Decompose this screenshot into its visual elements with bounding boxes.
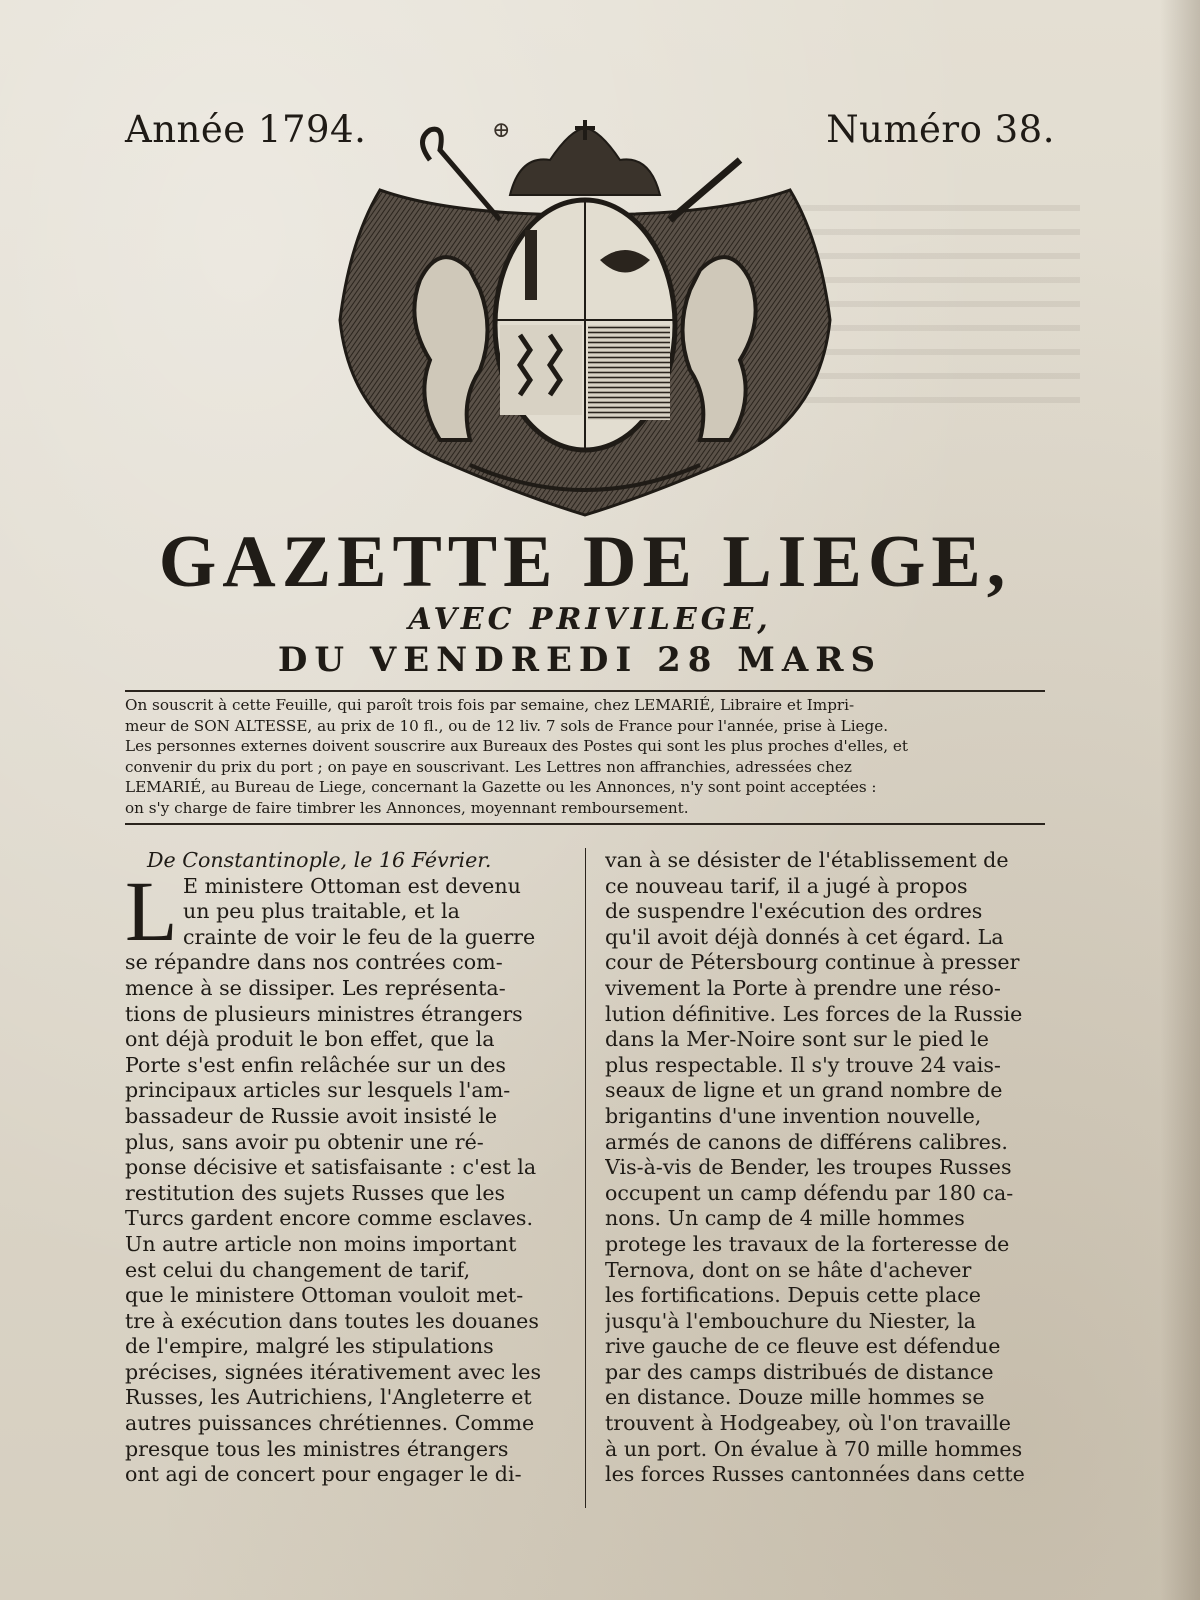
article-line: plus respectable. Il s'y trouve 24 vais-	[605, 1052, 1001, 1077]
ornament-icon: ⊕	[492, 118, 511, 143]
article-line: cour de Pétersbourg continue à presser	[605, 950, 1020, 975]
article-line: les forces Russes cantonnées dans cette	[605, 1462, 1025, 1487]
article-line: crainte de voir le feu de la guerre	[183, 924, 536, 949]
article-line: tre à exécution dans toutes les douanes	[125, 1308, 539, 1333]
issue-number: Numéro 38.	[826, 108, 1055, 151]
article-line: par des camps distribués de distance	[605, 1359, 994, 1384]
bottom-rule	[125, 823, 1045, 825]
article-line: les fortifications. Depuis cette place	[605, 1283, 981, 1308]
privilege-line: AVEC PRIVILEGE,	[408, 602, 772, 637]
article-dateline: De Constantinople, le 16 Février.	[147, 848, 492, 872]
article-line: est celui du changement de tarif,	[125, 1257, 471, 1282]
subscription-line: On souscrit à cette Feuille, qui paroît trois fois par semaine, chez LEMARIÉ, Libraire et Impri-	[125, 696, 855, 714]
article-line: Russes, les Autrichiens, l'Angleterre et	[125, 1385, 532, 1410]
subscription-line: convenir du prix du port ; on paye en souscrivant. Les Lettres non affranchies, adressées chez	[125, 757, 852, 776]
article-line: trouvent à Hodgeabey, où l'on travaille	[605, 1411, 1011, 1436]
issue-year: Année 1794.	[125, 108, 367, 151]
article-line: que le ministere Ottoman vouloit met-	[125, 1283, 524, 1308]
article-line: de suspendre l'exécution des ordres	[605, 899, 983, 924]
article-line: presque tous les ministres étrangers	[125, 1436, 509, 1461]
newspaper-title: GAZETTE DE LIEGE,	[158, 521, 1012, 603]
article-line: restitution des sujets Russes que les	[125, 1180, 506, 1205]
article-line: mence à se dissiper. Les représenta-	[125, 975, 506, 1000]
article-line: Porte s'est enfin relâchée sur un des	[125, 1052, 506, 1077]
article-line: Ternova, dont on se hâte d'achever	[605, 1257, 972, 1282]
article-line: ponse décisive et satisfaisante : c'est la	[125, 1155, 537, 1180]
issue-date: DU VENDREDI 28 MARS	[277, 640, 883, 680]
article-line: se répandre dans nos contrées com-	[125, 950, 503, 975]
subscription-line: on s'y charge de faire timbrer les Annonces, moyennant remboursement.	[125, 798, 689, 817]
article-line: plus, sans avoir pu obtenir une ré-	[125, 1129, 484, 1154]
article-line: lution définitive. Les forces de la Russie	[605, 1001, 1023, 1026]
drop-cap: L	[125, 863, 178, 959]
article-line: rive gauche de ce fleuve est défendue	[605, 1334, 1001, 1359]
coat-of-arms-icon	[320, 120, 850, 520]
article-line: brigantins d'une invention nouvelle,	[605, 1103, 982, 1128]
article-line: tions de plusieurs ministres étrangers	[125, 1001, 523, 1026]
article-line: ont agi de concert pour engager le di-	[125, 1462, 522, 1487]
article-line: autres puissances chrétiennes. Comme	[125, 1411, 535, 1436]
article-left-column	[125, 848, 565, 1488]
subscription-line: LEMARIÉ, au Bureau de Liege, concernant la Gazette ou les Annonces, n'y sont point acceptées :	[125, 778, 877, 796]
subscription-line: meur de SON ALTESSE, au prix de 10 fl., ou de 12 liv. 7 sols de France pour l'année, prise à Liege.	[125, 716, 889, 735]
article-line: Vis-à-vis de Bender, les troupes Russes	[605, 1155, 1012, 1180]
article-line: protege les travaux de la forteresse de	[605, 1231, 1010, 1256]
article-line: bassadeur de Russie avoit insisté le	[125, 1103, 498, 1128]
article-line: qu'il avoit déjà donnés à cet égard. La	[605, 924, 1004, 949]
article-line: armés de canons de différens calibres.	[605, 1129, 1008, 1154]
article-line: ont déjà produit le bon effet, que la	[125, 1027, 495, 1052]
article-line: Turcs gardent encore comme esclaves.	[125, 1206, 534, 1231]
article-right-column	[605, 848, 1047, 1488]
article-line: ce nouveau tarif, il a jugé à propos	[605, 873, 968, 898]
article-line: principaux articles sur lesquels l'am-	[125, 1078, 511, 1103]
article-line: occupent un camp défendu par 180 ca-	[605, 1180, 1014, 1205]
subscription-notice	[125, 695, 1045, 818]
article-line: dans la Mer-Noire sont sur le pied le	[605, 1027, 989, 1052]
article-line: E ministere Ottoman est devenu	[183, 873, 521, 898]
article-line: nons. Un camp de 4 mille hommes	[605, 1206, 965, 1231]
article-line: précises, signées itérativement avec les	[125, 1359, 542, 1384]
article-line: à un port. On évalue à 70 mille hommes	[605, 1436, 1023, 1461]
page-edge-shadow	[1160, 0, 1200, 1600]
article-line: jusqu'à l'embouchure du Niester, la	[605, 1308, 976, 1333]
article-line: seaux de ligne et un grand nombre de	[605, 1078, 1003, 1103]
subscription-line: Les personnes externes doivent souscrire aux Bureaux des Postes qui sont les plus proches d'elles, et	[125, 737, 908, 755]
article-line: de l'empire, malgré les stipulations	[125, 1334, 494, 1359]
column-divider	[585, 848, 586, 1508]
top-rule	[125, 690, 1045, 692]
article-line: Un autre article non moins important	[125, 1231, 517, 1256]
article-line: vivement la Porte à prendre une réso-	[605, 975, 1001, 1000]
article-line: van à se désister de l'établissement de	[605, 848, 1009, 872]
article-line: en distance. Douze mille hommes se	[605, 1385, 985, 1410]
article-line: un peu plus traitable, et la	[183, 899, 460, 924]
